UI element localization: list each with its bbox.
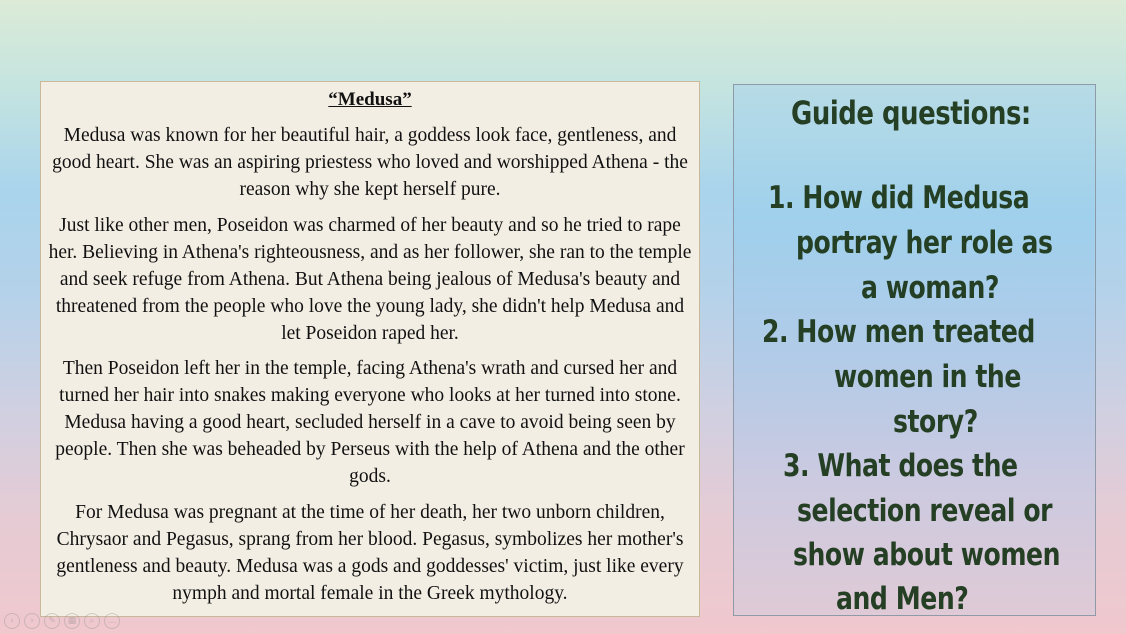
question-3-line-4: and Men?: [836, 581, 969, 616]
question-3-line-2: selection reveal or: [797, 493, 1053, 529]
question-2-line-1: 2. How men treated: [762, 314, 1035, 350]
question-1-line-1: 1. How did Medusa: [768, 180, 1030, 216]
story-paragraph-2: Just like other men, Poseidon was charmed of her beauty and so he tried to rape her. Believing in Athena's righteousness, and as her follower, she ran to the temple and seek refuge from Athena. But Athena being jealous of Medusa's beauty and threatened from the people who love the young lady, she didn't help Medusa and let Poseidon raped her.: [48, 215, 692, 344]
guide-questions-panel: [733, 84, 1096, 616]
guide-title: Guide questions:: [791, 94, 1031, 132]
zoom-icon[interactable]: ⌕: [84, 613, 100, 629]
next-slide-icon[interactable]: ›: [24, 613, 40, 629]
question-2-line-3: story?: [893, 404, 978, 440]
question-1-line-2: portray her role as: [796, 225, 1053, 261]
previous-slide-icon[interactable]: ‹: [4, 613, 20, 629]
grid-view-icon[interactable]: ▦: [64, 613, 80, 629]
more-options-icon[interactable]: …: [104, 613, 120, 629]
pen-icon[interactable]: ✎: [44, 613, 60, 629]
question-2-line-2: women in the: [834, 359, 1021, 395]
question-3-line-1: 3. What does the: [783, 448, 1018, 484]
question-1-line-3: a woman?: [861, 270, 1000, 306]
story-title: “Medusa”: [328, 89, 412, 110]
slideshow-toolbar: [4, 613, 120, 631]
story-paragraph-4: For Medusa was pregnant at the time of her death, her two unborn children, Chrysaor and Pegasus, sprang from her blood. Pegasus, symbolizes her mother's gentleness and beauty. Medusa was a gods and goddesses' victim, just like every nymph and mortal female in the Greek mythology.: [56, 502, 684, 604]
story-paragraph-1: Medusa was known for her beautiful hair, a goddess look face, gentleness, and good heart. She was an aspiring priestess who loved and worshipped Athena - the reason why she kept herself pure.: [52, 125, 688, 200]
story-panel: [40, 81, 700, 617]
story-paragraph-3: Then Poseidon left her in the temple, facing Athena's wrath and cursed her and turned her hair into snakes making everyone who looks at her turned into stone. Medusa having a good heart, secluded herself in a cave to avoid being seen by people. Then she was beheaded by Perseus with the help of Athena and the other gods.: [55, 358, 685, 487]
question-3-line-3: show about women: [793, 537, 1061, 573]
